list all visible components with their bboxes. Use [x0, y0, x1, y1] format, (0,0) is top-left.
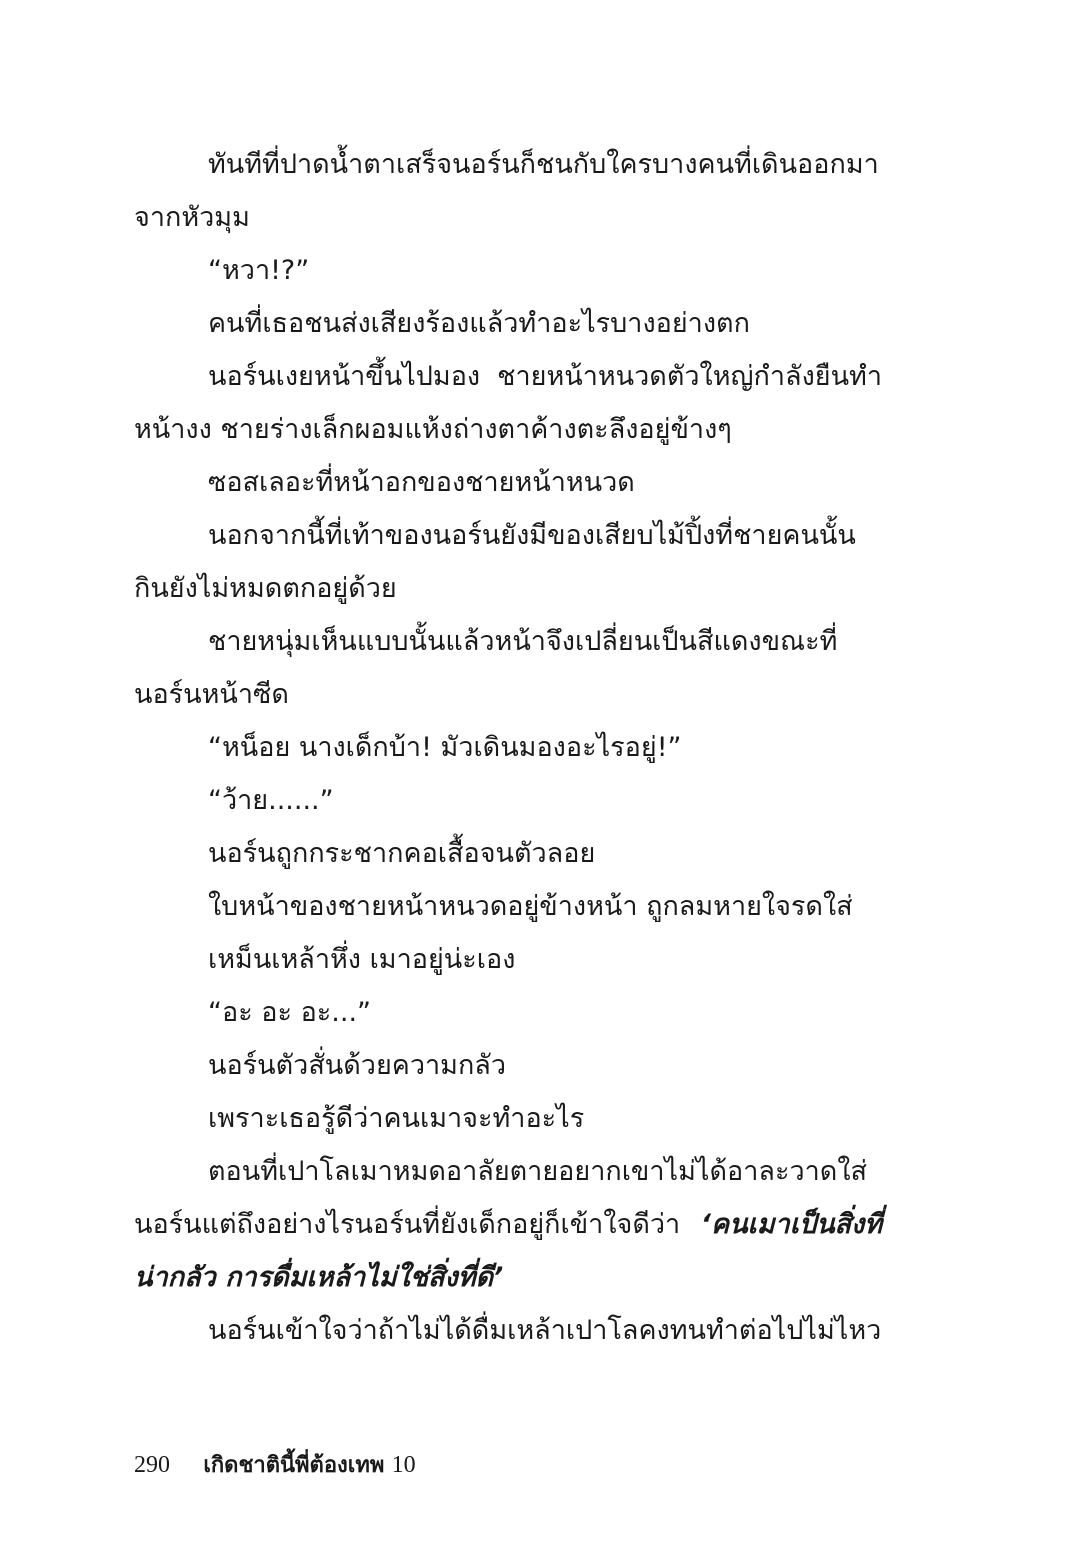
page-footer	[134, 1450, 416, 1481]
paragraph-2: “หวา!?”	[208, 255, 310, 286]
paragraph-17: นอร์นเข้าใจว่าถ้าไม่ได้ดื่มเหล้าเปาโลคงทนทำต่อไปไม่ไหว	[208, 1315, 882, 1346]
emphasized-quote: ‘คนเมาเป็นสิ่งที่น่ากลัว การดื่มเหล้าไม่ใช่สิ่งที่ดี’	[134, 1209, 882, 1293]
paragraph-13: “อะ อะ อะ...”	[208, 997, 372, 1028]
paragraph-14: นอร์นตัวสั่นด้วยความกลัว	[208, 1050, 507, 1081]
paragraph-5: ซอสเลอะที่หน้าอกของชายหน้าหนวด	[208, 467, 635, 498]
paragraph-12: เหม็นเหล้าหึ่ง เมาอยู่น่ะเอง	[208, 944, 516, 975]
paragraph-16	[134, 1145, 882, 1304]
page-number: 290	[134, 1452, 170, 1478]
paragraph-15: เพราะเธอรู้ดีว่าคนเมาจะทำอะไร	[208, 1103, 585, 1134]
book-title: เกิดชาตินี้พี่ต้องเทพ	[203, 1453, 385, 1478]
paragraph-16-text: ตอนที่เปาโลเมาหมดอาลัยตายอยากเขาไม่ได้อาละวาดใส่นอร์นแต่ถึงอย่างไรนอร์นที่ยังเด็กอยู่ก็เข้าใจดีว่า	[134, 1156, 867, 1240]
paragraph-8: “หน็อย นางเด็กบ้า! มัวเดินมองอะไรอยู่!”	[208, 732, 682, 763]
paragraph-1: ทันทีที่ปาดน้ำตาเสร็จนอร์นก็ชนกับใครบางคนที่เดินออกมาจากหัวมุม	[134, 149, 879, 233]
paragraph-6: นอกจากนี้ที่เท้าของนอร์นยังมีของเสียบไม้ปิ้งที่ชายคนนั้นกินยังไม่หมดตกอยู่ด้วย	[134, 520, 856, 604]
paragraph-3: คนที่เธอชนส่งเสียงร้องแล้วทำอะไรบางอย่างตก	[208, 308, 750, 339]
paragraph-9: “ว้าย......”	[208, 785, 334, 816]
page-body	[134, 138, 882, 1357]
paragraph-10: นอร์นถูกกระชากคอเสื้อจนตัวลอย	[208, 838, 596, 869]
paragraph-11: ใบหน้าของชายหน้าหนวดอยู่ข้างหน้า ถูกลมหายใจรดใส่	[208, 891, 853, 922]
volume-number: 10	[391, 1452, 416, 1478]
paragraph-4: นอร์นเงยหน้าขึ้นไปมอง ชายหน้าหนวดตัวใหญ่กำลังยืนทำหน้างง ชายร่างเล็กผอมแห้งถ่างตาค้างตะลึงอยู่ข้างๆ	[134, 361, 882, 445]
paragraph-7: ชายหนุ่มเห็นแบบนั้นแล้วหน้าจึงเปลี่ยนเป็นสีแดงขณะที่นอร์นหน้าซีด	[134, 626, 838, 710]
